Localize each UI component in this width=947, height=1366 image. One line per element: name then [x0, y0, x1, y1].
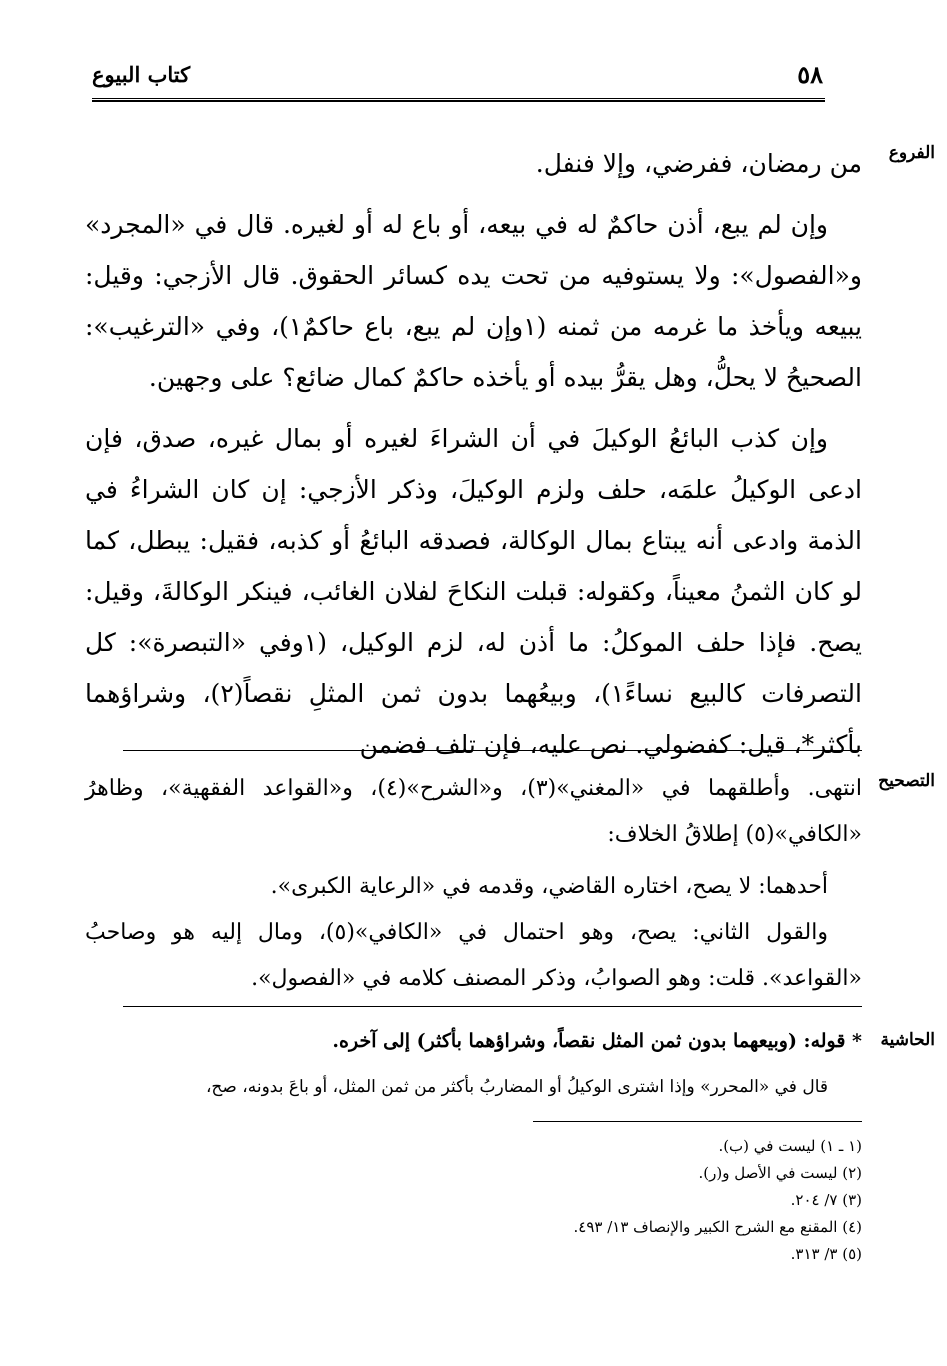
- footnote: (٥) ٣/ ٣١٣.: [790, 1245, 862, 1263]
- hashiya-text-block: [85, 1023, 862, 1105]
- tashih-paragraph-2: أحدهما: لا يصح، اختاره القاضي، وقدمه في «الرعاية الكبرى».: [270, 874, 828, 899]
- section-label-tashih: التصحيح: [878, 771, 935, 791]
- page-header: [92, 60, 825, 90]
- main-text-block: [85, 138, 862, 770]
- tashih-text-block: [85, 766, 862, 1002]
- main-paragraph-1: من رمضان، ففرضي، وإلا فنفل.: [535, 149, 862, 178]
- hashiya-heading: * قوله: (وبيعهما بدون ثمن المثل نقصاً، وشراؤهما بأكثر) إلى آخره.: [332, 1030, 862, 1052]
- footnote: (٣) ٧/ ٢٠٤.: [790, 1191, 862, 1209]
- footnote: (١ ـ ١) ليست في (ب).: [718, 1137, 862, 1155]
- header-rule: [92, 98, 825, 102]
- footnote: (٢) ليست في الأصل و(ر).: [698, 1164, 862, 1182]
- main-paragraph-2: وإن لم يبع، أذن حاكمٌ له في بيعه، أو باع له أو لغيره. قال في «المجرد» و«الفصول»: ولا يستوفيه من تحت يده كسائر الحقوق. قال الأزجي: وقيل: يبيعه ويأخذ ما غرمه من ثمنه (١وإن لم يبع، باع حاكمٌ١)، وفي «الترغيب»: الصحيحُ لا يحلُّ، وهل يقرُّ بيده أو يأخذه حاكمٌ كمال ضائع؟ على وجهين.: [85, 210, 862, 392]
- tashih-paragraph-1: انتهى. وأطلقهما في «المغني»(٣)، و«الشرح»(٤)، و«القواعد الفقهية»، وظاهرُ «الكافي»(٥) إطلاقُ الخلاف:: [85, 776, 862, 847]
- tashih-paragraph-3: والقول الثاني: يصح، وهو احتمال في «الكافي»(٥)، ومال إليه هو وصاحبُ «القواعد». قلت: وهو الصوابُ، وذكر المصنف كلامه في «الفصول».: [85, 920, 862, 991]
- footnotes: [380, 1133, 862, 1268]
- page-number: ٥٨: [797, 60, 823, 89]
- section-label-furu: الفروع: [888, 143, 935, 163]
- section-divider-2: [123, 1006, 862, 1007]
- section-label-hashiya: الحاشية: [880, 1030, 935, 1050]
- footnote: (٤) المقنع مع الشرح الكبير والإنصاف ١٣/ ٤٩٣.: [573, 1218, 862, 1236]
- footnote-separator: [533, 1121, 862, 1122]
- book-title: كتاب البيوع: [92, 62, 191, 87]
- hashiya-body: قال في «المحرر» وإذا اشترى الوكيلُ أو المضاربُ بأكثر من ثمن المثل، أو باعَ بدونه، صح،: [205, 1077, 828, 1097]
- main-paragraph-3: وإن كذب البائعُ الوكيلَ في أن الشراءَ لغيره أو بمال غيره، صدق، فإن ادعى الوكيلُ علمَه، حلف ولزم الوكيلَ، وذكر الأزجي: إن كان الشراءُ في الذمة وادعى أنه يبتاع بمال الوكالة، فصدقه البائعُ أو كذبه، فقيل: يبطل، كما لو كان الثمنُ معيناً، وكقوله: قبلت النكاحَ لفلان الغائب، فينكر الوكالةَ، وقيل: يصح. فإذا حلف الموكلُ: ما أذن له، لزم الوكيل، (١وفي «التبصرة»: كل التصرفات كالبيع نساءً١)، وبيعُهما بدون ثمن المثلِ نقصاً(٢)، وشراؤهما بأكثر*، قيل: كفضولي. نص عليه، فإن تلف فضمن: [85, 424, 863, 759]
- section-divider-1: [123, 750, 862, 751]
